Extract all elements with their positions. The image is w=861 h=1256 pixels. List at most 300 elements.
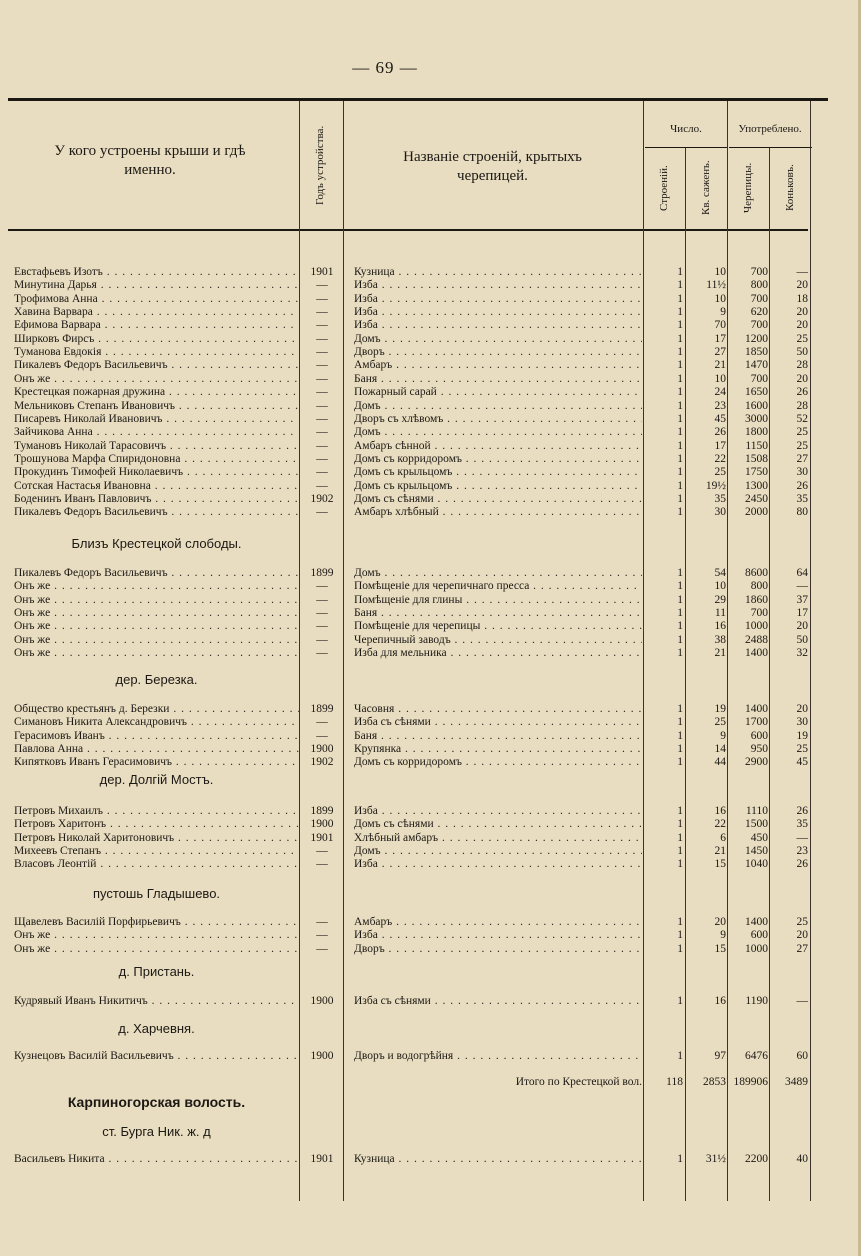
tiles-cell: 1000 bbox=[745, 943, 768, 955]
owner-cell: Минутина Дарья . . . bbox=[14, 279, 299, 292]
count-cell: 1 bbox=[677, 466, 683, 478]
building-cell: Дворъ . . . bbox=[354, 346, 642, 359]
volost-title: Карпиногорская волость. bbox=[67, 1094, 246, 1110]
building-cell: Изба съ сѣнями . . . bbox=[354, 716, 642, 729]
owner-cell: Онъ же . . . bbox=[14, 620, 299, 633]
tiles-cell: 700 bbox=[750, 607, 768, 619]
square-sazhens-cell: 16 bbox=[714, 620, 726, 632]
owner-cell: Онъ же . . . bbox=[14, 634, 299, 647]
building-cell: Изба . . . bbox=[354, 293, 642, 306]
ridges-cell: 37 bbox=[796, 594, 808, 606]
square-sazhens-cell: 97 bbox=[714, 1050, 726, 1062]
table-row bbox=[0, 346, 861, 359]
total-row bbox=[0, 1076, 861, 1090]
count-cell: 1 bbox=[677, 480, 683, 492]
ridges-cell: 45 bbox=[796, 756, 808, 768]
tiles-cell: 1750 bbox=[745, 466, 768, 478]
table-row bbox=[0, 607, 861, 620]
square-sazhens-cell: 9 bbox=[720, 929, 726, 941]
year-cell: — bbox=[316, 647, 328, 659]
building-cell: Домъ съ корридоромъ . . . bbox=[354, 453, 642, 466]
table-row bbox=[0, 929, 861, 942]
square-sazhens-cell: 17 bbox=[714, 440, 726, 452]
table-row bbox=[0, 413, 861, 426]
square-sazhens-cell: 19½ bbox=[705, 480, 726, 492]
ridges-cell: — bbox=[796, 832, 808, 844]
section-title: дер. Березка. bbox=[115, 672, 198, 687]
year-cell: 1901 bbox=[310, 1153, 334, 1165]
building-cell: Дворъ съ хлѣвомъ . . . bbox=[354, 413, 642, 426]
building-cell: Кузница . . . bbox=[354, 1153, 642, 1166]
count-cell: 1 bbox=[677, 506, 683, 518]
year-cell: — bbox=[316, 716, 328, 728]
building-cell: Черепичный заводъ . . . bbox=[354, 634, 642, 647]
count-cell: 1 bbox=[677, 703, 683, 715]
count-cell: 1 bbox=[677, 293, 683, 305]
owner-cell: Пикалевъ Федоръ Васильевичъ . . . bbox=[14, 567, 299, 580]
tiles-cell: 1860 bbox=[745, 594, 768, 606]
ridges-cell: 25 bbox=[796, 440, 808, 452]
count-cell: 1 bbox=[677, 400, 683, 412]
count-cell: 1 bbox=[677, 916, 683, 928]
tiles-cell: 1040 bbox=[745, 858, 768, 870]
owner-cell: Павлова Анна . . . bbox=[14, 743, 299, 756]
table-row bbox=[0, 266, 861, 279]
year-cell: 1900 bbox=[310, 818, 334, 830]
count-cell: 1 bbox=[677, 832, 683, 844]
tiles-cell: 1400 bbox=[745, 916, 768, 928]
tiles-cell: 700 bbox=[750, 319, 768, 331]
tiles-cell: 2200 bbox=[745, 1153, 768, 1165]
table-row bbox=[0, 373, 861, 386]
ridges-cell: 27 bbox=[796, 453, 808, 465]
total-tiles: 189906 bbox=[733, 1076, 768, 1088]
square-sazhens-cell: 16 bbox=[714, 805, 726, 817]
tiles-cell: 600 bbox=[750, 929, 768, 941]
owner-cell: Васильевъ Никита . . . bbox=[14, 1153, 299, 1166]
square-sazhens-cell: 21 bbox=[714, 647, 726, 659]
tiles-cell: 700 bbox=[750, 293, 768, 305]
table-row bbox=[0, 279, 861, 292]
ridges-cell: 32 bbox=[796, 647, 808, 659]
year-cell: 1901 bbox=[310, 832, 334, 844]
owner-cell: Щавелевъ Василій Порфирьевичъ . . . bbox=[14, 916, 299, 929]
building-cell: Домъ . . . bbox=[354, 845, 642, 858]
page-number: — 69 — bbox=[352, 58, 418, 77]
tiles-cell: 600 bbox=[750, 730, 768, 742]
square-sazhens-cell: 22 bbox=[714, 453, 726, 465]
owner-cell: Петровъ Харитонъ . . . bbox=[14, 818, 299, 831]
count-cell: 1 bbox=[677, 359, 683, 371]
count-cell: 1 bbox=[677, 995, 683, 1007]
building-cell: Изба съ сѣнями . . . bbox=[354, 995, 642, 1008]
square-sazhens-cell: 21 bbox=[714, 845, 726, 857]
tiles-cell: 2488 bbox=[745, 634, 768, 646]
year-cell: — bbox=[316, 607, 328, 619]
count-cell: 1 bbox=[677, 818, 683, 830]
square-sazhens-cell: 31½ bbox=[705, 1153, 726, 1165]
table-row bbox=[0, 1050, 861, 1063]
count-cell: 1 bbox=[677, 266, 683, 278]
count-cell: 1 bbox=[677, 567, 683, 579]
count-cell: 1 bbox=[677, 1050, 683, 1062]
year-cell: 1900 bbox=[310, 995, 334, 1007]
table-row bbox=[0, 319, 861, 332]
tiles-cell: 1200 bbox=[745, 333, 768, 345]
building-cell: Изба . . . bbox=[354, 858, 642, 871]
count-cell: 1 bbox=[677, 805, 683, 817]
year-cell: — bbox=[316, 480, 328, 492]
section-title: пустошь Гладышево. bbox=[92, 886, 221, 901]
ridges-cell: 23 bbox=[796, 845, 808, 857]
total-sq: 2853 bbox=[703, 1076, 726, 1088]
tiles-cell: 800 bbox=[750, 580, 768, 592]
building-cell: Дворъ и водогрѣйня . . . bbox=[354, 1050, 642, 1063]
owner-cell: Петровъ Николай Харитоновичъ . . . bbox=[14, 832, 299, 845]
year-cell: — bbox=[316, 293, 328, 305]
ridges-cell: 26 bbox=[796, 805, 808, 817]
table-row bbox=[0, 730, 861, 743]
year-cell: 1901 bbox=[310, 266, 334, 278]
year-cell: 1902 bbox=[310, 493, 334, 505]
table-row bbox=[0, 858, 861, 871]
building-cell: Помѣщеніе для черепицы . . . bbox=[354, 620, 642, 633]
owner-cell: Тумановъ Николай Тарасовичъ . . . bbox=[14, 440, 299, 453]
table-row bbox=[0, 703, 861, 716]
building-cell: Крупянка . . . bbox=[354, 743, 642, 756]
ridges-cell: 20 bbox=[796, 306, 808, 318]
count-cell: 1 bbox=[677, 743, 683, 755]
ridges-cell: 50 bbox=[796, 346, 808, 358]
header-buildings-count: Строеній. bbox=[658, 165, 671, 211]
table-row bbox=[0, 594, 861, 607]
table-row bbox=[0, 805, 861, 818]
owner-cell: Ширковъ Фирсъ . . . bbox=[14, 333, 299, 346]
year-cell: — bbox=[316, 620, 328, 632]
count-cell: 1 bbox=[677, 373, 683, 385]
square-sazhens-cell: 15 bbox=[714, 943, 726, 955]
count-cell: 1 bbox=[677, 716, 683, 728]
building-cell: Часовня . . . bbox=[354, 703, 642, 716]
ridges-cell: 26 bbox=[796, 480, 808, 492]
tiles-cell: 1300 bbox=[745, 480, 768, 492]
square-sazhens-cell: 23 bbox=[714, 400, 726, 412]
table-row bbox=[0, 493, 861, 506]
tiles-cell: 1508 bbox=[745, 453, 768, 465]
square-sazhens-cell: 10 bbox=[714, 293, 726, 305]
count-cell: 1 bbox=[677, 493, 683, 505]
square-sazhens-cell: 45 bbox=[714, 413, 726, 425]
year-cell: — bbox=[316, 426, 328, 438]
square-sazhens-cell: 20 bbox=[714, 916, 726, 928]
table-row bbox=[0, 743, 861, 756]
square-sazhens-cell: 22 bbox=[714, 818, 726, 830]
owner-cell: Хавина Варвара . . . bbox=[14, 306, 299, 319]
owner-cell: Общество крестьянъ д. Березки . . . bbox=[14, 703, 299, 716]
building-cell: Домъ съ крыльцомъ . . . bbox=[354, 480, 642, 493]
owner-cell: Трошунова Марфа Спиридоновна . . . bbox=[14, 453, 299, 466]
year-cell: — bbox=[316, 943, 328, 955]
table-row bbox=[0, 634, 861, 647]
owner-cell: Михеевъ Степанъ . . . bbox=[14, 845, 299, 858]
ridges-cell: 20 bbox=[796, 319, 808, 331]
section-title: дер. Долгій Мостъ. bbox=[99, 772, 214, 787]
header-year: Годъ устройства. bbox=[314, 125, 327, 205]
year-cell: — bbox=[316, 858, 328, 870]
count-cell: 1 bbox=[677, 440, 683, 452]
year-cell: 1899 bbox=[310, 567, 334, 579]
header-owner: У кого устроены крыши и гдѣ именно. bbox=[54, 143, 246, 178]
year-cell: — bbox=[316, 466, 328, 478]
header-building: Названіе строеній, крытыхъ черепицей. bbox=[403, 149, 582, 184]
section-title: д. Пристань. bbox=[118, 964, 195, 979]
count-cell: 1 bbox=[677, 607, 683, 619]
ridges-cell: 30 bbox=[796, 716, 808, 728]
square-sazhens-cell: 44 bbox=[714, 756, 726, 768]
building-cell: Домъ съ сѣнями . . . bbox=[354, 493, 642, 506]
tiles-cell: 3000 bbox=[745, 413, 768, 425]
table-row bbox=[0, 916, 861, 929]
table-row bbox=[0, 567, 861, 580]
ridges-cell: 20 bbox=[796, 279, 808, 291]
table-row bbox=[0, 293, 861, 306]
square-sazhens-cell: 24 bbox=[714, 386, 726, 398]
header-used-group: Употреблено. bbox=[738, 123, 802, 135]
section-title: д. Харчевня. bbox=[118, 1021, 195, 1036]
square-sazhens-cell: 54 bbox=[714, 567, 726, 579]
square-sazhens-cell: 17 bbox=[714, 333, 726, 345]
total-ridges: 3489 bbox=[785, 1076, 808, 1088]
ridges-cell: 20 bbox=[796, 703, 808, 715]
owner-cell: Симановъ Никита Александровичъ . . . bbox=[14, 716, 299, 729]
tiles-cell: 1400 bbox=[745, 647, 768, 659]
year-cell: 1902 bbox=[310, 756, 334, 768]
building-cell: Хлѣбный амбаръ . . . bbox=[354, 832, 642, 845]
count-cell: 1 bbox=[677, 620, 683, 632]
owner-cell: Кипятковъ Иванъ Герасимовичъ . . . bbox=[14, 756, 299, 769]
building-cell: Домъ . . . bbox=[354, 400, 642, 413]
building-cell: Изба . . . bbox=[354, 319, 642, 332]
year-cell: — bbox=[316, 386, 328, 398]
building-cell: Домъ съ сѣнями . . . bbox=[354, 818, 642, 831]
square-sazhens-cell: 38 bbox=[714, 634, 726, 646]
ridges-cell: 28 bbox=[796, 359, 808, 371]
table-row bbox=[0, 756, 861, 769]
year-cell: — bbox=[316, 845, 328, 857]
count-cell: 1 bbox=[677, 453, 683, 465]
station-title: ст. Бурга Ник. ж. д bbox=[102, 1124, 211, 1139]
year-cell: — bbox=[316, 359, 328, 371]
building-cell: Баня . . . bbox=[354, 607, 642, 620]
building-cell: Изба . . . bbox=[354, 805, 642, 818]
count-cell: 1 bbox=[677, 1153, 683, 1165]
tiles-cell: 1700 bbox=[745, 716, 768, 728]
table-row bbox=[0, 453, 861, 466]
square-sazhens-cell: 26 bbox=[714, 426, 726, 438]
table-row bbox=[0, 943, 861, 956]
header-group-rule-count bbox=[645, 147, 728, 148]
year-cell: — bbox=[316, 306, 328, 318]
square-sazhens-cell: 35 bbox=[714, 493, 726, 505]
owner-cell: Онъ же . . . bbox=[14, 929, 299, 942]
count-cell: 1 bbox=[677, 413, 683, 425]
count-cell: 1 bbox=[677, 279, 683, 291]
year-cell: 1900 bbox=[310, 743, 334, 755]
tiles-cell: 1500 bbox=[745, 818, 768, 830]
year-cell: — bbox=[316, 929, 328, 941]
owner-cell: Туманова Евдокія . . . bbox=[14, 346, 299, 359]
year-cell: — bbox=[316, 580, 328, 592]
tiles-cell: 1000 bbox=[745, 620, 768, 632]
square-sazhens-cell: 6 bbox=[720, 832, 726, 844]
count-cell: 1 bbox=[677, 426, 683, 438]
owner-cell: Онъ же . . . bbox=[14, 647, 299, 660]
building-cell: Амбаръ . . . bbox=[354, 359, 642, 372]
owner-cell: Кудрявый Иванъ Никитичъ . . . bbox=[14, 995, 299, 1008]
building-cell: Баня . . . bbox=[354, 373, 642, 386]
year-cell: — bbox=[316, 730, 328, 742]
table-row bbox=[0, 466, 861, 479]
owner-cell: Кузнецовъ Василій Васильевичъ . . . bbox=[14, 1050, 299, 1063]
owner-cell: Герасимовъ Иванъ . . . bbox=[14, 730, 299, 743]
owner-cell: Пикалевъ Федоръ Васильевичъ . . . bbox=[14, 359, 299, 372]
tiles-cell: 2900 bbox=[745, 756, 768, 768]
count-cell: 1 bbox=[677, 580, 683, 592]
building-cell: Изба для мельника . . . bbox=[354, 647, 642, 660]
owner-cell: Онъ же . . . bbox=[14, 373, 299, 386]
tiles-cell: 1400 bbox=[745, 703, 768, 715]
building-cell: Амбаръ сѣнной . . . bbox=[354, 440, 642, 453]
building-cell: Изба . . . bbox=[354, 306, 642, 319]
square-sazhens-cell: 9 bbox=[720, 730, 726, 742]
owner-cell: Зайчикова Анна . . . bbox=[14, 426, 299, 439]
table-row bbox=[0, 647, 861, 660]
owner-cell: Сотская Настасья Ивановна . . . bbox=[14, 480, 299, 493]
ridges-cell: — bbox=[796, 266, 808, 278]
header-bottom-rule bbox=[8, 229, 808, 231]
square-sazhens-cell: 27 bbox=[714, 346, 726, 358]
table-row bbox=[0, 306, 861, 319]
count-cell: 1 bbox=[677, 634, 683, 646]
year-cell: 1899 bbox=[310, 703, 334, 715]
owner-cell: Писаревъ Николай Ивановичъ . . . bbox=[14, 413, 299, 426]
tiles-cell: 2450 bbox=[745, 493, 768, 505]
count-cell: 1 bbox=[677, 594, 683, 606]
ridges-cell: 25 bbox=[796, 916, 808, 928]
header-tiles: Черепицы. bbox=[742, 162, 755, 214]
year-cell: — bbox=[316, 440, 328, 452]
table-row bbox=[0, 818, 861, 831]
year-cell: — bbox=[316, 453, 328, 465]
tiles-cell: 450 bbox=[750, 832, 768, 844]
year-cell: — bbox=[316, 634, 328, 646]
year-cell: — bbox=[316, 916, 328, 928]
section-title: Близъ Крестецкой слободы. bbox=[71, 536, 242, 551]
ridges-cell: 27 bbox=[796, 943, 808, 955]
tiles-cell: 1600 bbox=[745, 400, 768, 412]
ridges-cell: 18 bbox=[796, 293, 808, 305]
ridges-cell: 20 bbox=[796, 620, 808, 632]
table-row bbox=[0, 620, 861, 633]
tiles-cell: 1150 bbox=[745, 440, 768, 452]
ridges-cell: 25 bbox=[796, 333, 808, 345]
ridges-cell: 17 bbox=[796, 607, 808, 619]
building-cell: Изба . . . bbox=[354, 279, 642, 292]
tiles-cell: 620 bbox=[750, 306, 768, 318]
header-group-rule-used bbox=[729, 147, 812, 148]
square-sazhens-cell: 25 bbox=[714, 716, 726, 728]
building-cell: Амбаръ . . . bbox=[354, 916, 642, 929]
building-cell: Дворъ . . . bbox=[354, 943, 642, 956]
count-cell: 1 bbox=[677, 929, 683, 941]
owner-cell: Петровъ Михаилъ . . . bbox=[14, 805, 299, 818]
table-row bbox=[0, 580, 861, 593]
header-count-group: Число. bbox=[670, 123, 702, 135]
count-cell: 1 bbox=[677, 858, 683, 870]
table-row bbox=[0, 1153, 861, 1166]
owner-cell: Ефимова Варвара . . . bbox=[14, 319, 299, 332]
tiles-cell: 1850 bbox=[745, 346, 768, 358]
tiles-cell: 1190 bbox=[745, 995, 768, 1007]
square-sazhens-cell: 11½ bbox=[706, 279, 726, 291]
count-cell: 1 bbox=[677, 346, 683, 358]
table-row bbox=[0, 386, 861, 399]
year-cell: 1899 bbox=[310, 805, 334, 817]
count-cell: 1 bbox=[677, 943, 683, 955]
ridges-cell: 19 bbox=[796, 730, 808, 742]
count-cell: 1 bbox=[677, 756, 683, 768]
count-cell: 1 bbox=[677, 845, 683, 857]
tiles-cell: 950 bbox=[750, 743, 768, 755]
tiles-cell: 800 bbox=[750, 279, 768, 291]
table-row bbox=[0, 832, 861, 845]
square-sazhens-cell: 29 bbox=[714, 594, 726, 606]
owner-cell: Прокудинъ Тимофей Николаевичъ . . . bbox=[14, 466, 299, 479]
tiles-cell: 1450 bbox=[745, 845, 768, 857]
owner-cell: Трофимова Анна . . . bbox=[14, 293, 299, 306]
year-cell: — bbox=[316, 413, 328, 425]
count-cell: 1 bbox=[677, 730, 683, 742]
ridges-cell: 28 bbox=[796, 400, 808, 412]
square-sazhens-cell: 19 bbox=[714, 703, 726, 715]
owner-cell: Мельниковъ Степанъ Ивановичъ . . . bbox=[14, 400, 299, 413]
ridges-cell: 25 bbox=[796, 426, 808, 438]
year-cell: — bbox=[316, 506, 328, 518]
ridges-cell: — bbox=[796, 580, 808, 592]
building-cell: Домъ . . . bbox=[354, 567, 642, 580]
ridges-cell: 20 bbox=[796, 373, 808, 385]
ridges-cell: 60 bbox=[796, 1050, 808, 1062]
building-cell: Пожарный сарай . . . bbox=[354, 386, 642, 399]
table-row bbox=[0, 995, 861, 1008]
building-cell: Домъ съ крыльцомъ . . . bbox=[354, 466, 642, 479]
year-cell: — bbox=[316, 400, 328, 412]
total-label: Итого по Крестецкой вол. bbox=[515, 1076, 642, 1088]
ridges-cell: 80 bbox=[796, 506, 808, 518]
building-cell: Домъ съ корридоромъ . . . bbox=[354, 756, 642, 769]
count-cell: 1 bbox=[677, 333, 683, 345]
total-count: 118 bbox=[666, 1076, 683, 1088]
tiles-cell: 1470 bbox=[745, 359, 768, 371]
table-row bbox=[0, 426, 861, 439]
square-sazhens-cell: 21 bbox=[714, 359, 726, 371]
year-cell: — bbox=[316, 346, 328, 358]
year-cell: — bbox=[316, 333, 328, 345]
ridges-cell: 35 bbox=[796, 818, 808, 830]
tiles-cell: 1110 bbox=[745, 805, 768, 817]
square-sazhens-cell: 15 bbox=[714, 858, 726, 870]
table-row bbox=[0, 480, 861, 493]
